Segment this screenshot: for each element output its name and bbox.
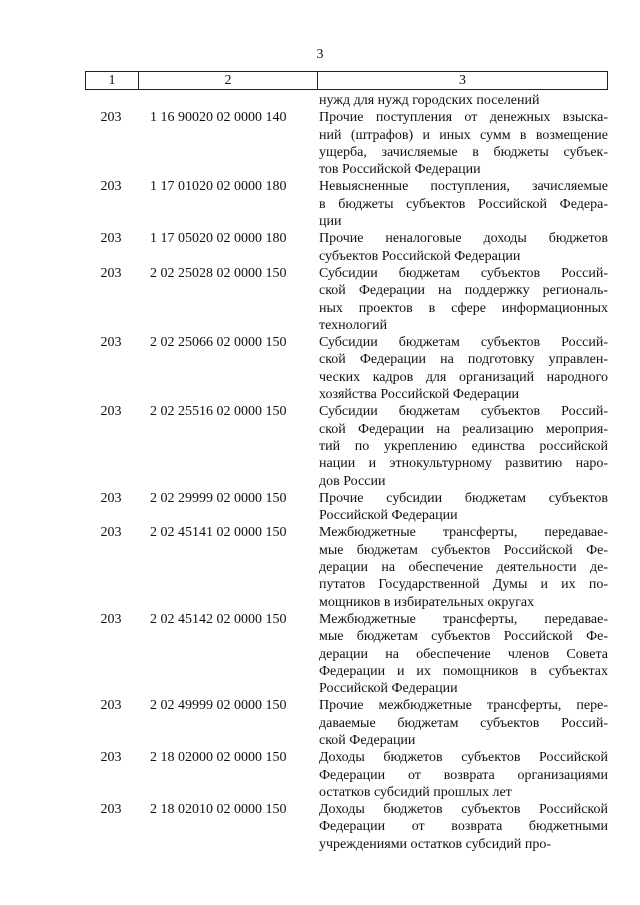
header-col-1: 1 bbox=[86, 72, 139, 89]
description-line: Субсидии бюджетам субъектов Россий- bbox=[319, 265, 608, 281]
description-line: Российской Федерации bbox=[319, 681, 458, 697]
admin-code: 203 bbox=[100, 335, 122, 351]
admin-code: 203 bbox=[100, 265, 122, 281]
description-line: Прочие субсидии бюджетам субъектов bbox=[319, 490, 608, 506]
revenue-code: 2 02 49999 02 0000 150 bbox=[150, 698, 287, 714]
admin-code: 203 bbox=[100, 404, 122, 420]
admin-code: 203 bbox=[100, 490, 122, 506]
table-row bbox=[85, 524, 608, 610]
description-line: Субсидии бюджетам субъектов Россий- bbox=[319, 335, 608, 351]
revenue-code: 1 17 01020 02 0000 180 bbox=[150, 179, 287, 195]
description-line: остатков субсидий прошлых лет bbox=[319, 784, 512, 800]
revenue-description bbox=[319, 109, 608, 178]
admin-code: 203 bbox=[100, 750, 122, 766]
description-line: ской Федерации на реализацию мероприя- bbox=[319, 421, 608, 437]
description-line: ний (штрафов) и иных сумм в возмещение bbox=[319, 127, 608, 143]
description-line: путатов Государственной Думы и их по- bbox=[319, 577, 608, 593]
description-line: Федерации и их помощников в субъектах bbox=[319, 663, 608, 679]
revenue-code: 2 02 45141 02 0000 150 bbox=[150, 525, 287, 541]
description-line: Прочие межбюджетные трансферты, пере- bbox=[319, 698, 608, 714]
admin-code: 203 bbox=[100, 698, 122, 714]
table-row bbox=[85, 611, 608, 697]
description-line: дерации на обеспечение деятельности де- bbox=[319, 560, 608, 576]
table-row bbox=[85, 230, 608, 265]
table-row bbox=[85, 92, 608, 109]
revenue-code: 1 16 90020 02 0000 140 bbox=[150, 110, 287, 126]
description-line: в бюджеты субъектов Российской Федера- bbox=[319, 196, 608, 212]
revenue-description bbox=[319, 749, 608, 801]
description-line: Федерации от возврата бюджетными bbox=[319, 819, 608, 835]
revenue-description bbox=[319, 265, 608, 334]
revenue-description bbox=[319, 611, 608, 697]
admin-code: 203 bbox=[100, 611, 122, 627]
table-row bbox=[85, 749, 608, 801]
description-line: мые бюджетам субъектов Российской Фе- bbox=[319, 542, 608, 558]
revenue-description bbox=[319, 178, 608, 230]
table-body bbox=[85, 92, 608, 853]
description-line: нужд для нужд городских поселений bbox=[319, 93, 540, 108]
header-col-3: 3 bbox=[459, 73, 466, 88]
description-line: Федерации от возврата организациями bbox=[319, 767, 608, 783]
revenue-description bbox=[319, 403, 608, 489]
admin-code: 203 bbox=[100, 179, 122, 195]
table-row bbox=[85, 403, 608, 489]
admin-code: 203 bbox=[100, 525, 122, 541]
description-line: технологий bbox=[319, 317, 388, 333]
description-line: Субсидии бюджетам субъектов Россий- bbox=[319, 404, 608, 420]
table-row bbox=[85, 801, 608, 853]
description-line: субъектов Российской Федерации bbox=[319, 248, 521, 264]
description-line: ции bbox=[319, 214, 342, 230]
description-line: хозяйства Российской Федерации bbox=[319, 387, 520, 403]
page-number: 3 bbox=[316, 47, 324, 62]
description-line: даваемые бюджетам субъектов Россий- bbox=[319, 715, 608, 731]
table-row bbox=[85, 265, 608, 334]
revenue-code: 2 02 45142 02 0000 150 bbox=[150, 611, 287, 627]
table-row bbox=[85, 109, 608, 178]
revenue-description bbox=[319, 92, 608, 109]
table-row bbox=[85, 178, 608, 230]
revenue-code: 1 17 05020 02 0000 180 bbox=[150, 231, 287, 247]
revenue-code: 2 18 02000 02 0000 150 bbox=[150, 750, 287, 766]
revenue-description bbox=[319, 524, 608, 610]
description-line: дерации на обеспечение членов Совета bbox=[319, 646, 608, 662]
description-line: мощников в избирательных округах bbox=[319, 594, 535, 610]
description-line: ных проектов в сфере информационных bbox=[319, 300, 608, 316]
description-line: мые бюджетам субъектов Российской Фе- bbox=[319, 629, 608, 645]
description-line: Невыясненные поступления, зачисляемые bbox=[319, 179, 608, 195]
revenue-code: 2 02 29999 02 0000 150 bbox=[150, 490, 287, 506]
revenue-description bbox=[319, 490, 608, 525]
description-line: ской Федерации на подготовку управлен- bbox=[319, 352, 608, 368]
revenue-code: 2 02 25516 02 0000 150 bbox=[150, 404, 287, 420]
revenue-code: 2 18 02010 02 0000 150 bbox=[150, 802, 287, 818]
revenue-description bbox=[319, 801, 608, 853]
description-line: ущерба, зачисляемые в бюджеты субъек- bbox=[319, 144, 608, 160]
revenue-code: 2 02 25028 02 0000 150 bbox=[150, 265, 287, 281]
description-line: Российской Федерации bbox=[319, 508, 458, 524]
description-line: Прочие неналоговые доходы бюджетов bbox=[319, 231, 608, 247]
description-line: Межбюджетные трансферты, передавае- bbox=[319, 525, 608, 541]
admin-code: 203 bbox=[100, 802, 122, 818]
description-line: тов Российской Федерации bbox=[319, 162, 481, 178]
table-row bbox=[85, 697, 608, 749]
description-line: ской Федерации bbox=[319, 732, 416, 748]
revenue-description bbox=[319, 230, 608, 265]
description-line: Прочие поступления от денежных взыска- bbox=[319, 110, 608, 126]
description-line: ской Федерации на поддержку региональ- bbox=[319, 283, 608, 299]
revenue-description bbox=[319, 697, 608, 749]
description-line: Доходы бюджетов субъектов Российской bbox=[319, 802, 608, 818]
table-row bbox=[85, 334, 608, 403]
description-line: тий по укреплению единства российской bbox=[319, 438, 608, 454]
header-col-2: 2 bbox=[139, 72, 318, 89]
description-line: Доходы бюджетов субъектов Российской bbox=[319, 750, 608, 766]
description-line: ческих кадров для организаций народного bbox=[319, 369, 608, 385]
description-line: Межбюджетные трансферты, передавае- bbox=[319, 611, 608, 627]
table-row bbox=[85, 490, 608, 525]
description-line: дов России bbox=[319, 473, 386, 489]
revenue-code bbox=[138, 92, 317, 109]
revenue-description bbox=[319, 334, 608, 403]
table-header bbox=[85, 71, 608, 90]
description-line: нации и этнокультурному развитию наро- bbox=[319, 456, 608, 472]
admin-code: 203 bbox=[100, 110, 122, 126]
admin-code: 203 bbox=[100, 231, 122, 247]
description-line: учреждениями остатков субсидий про- bbox=[319, 836, 551, 852]
revenue-code: 2 02 25066 02 0000 150 bbox=[150, 335, 287, 351]
admin-code bbox=[85, 92, 138, 109]
